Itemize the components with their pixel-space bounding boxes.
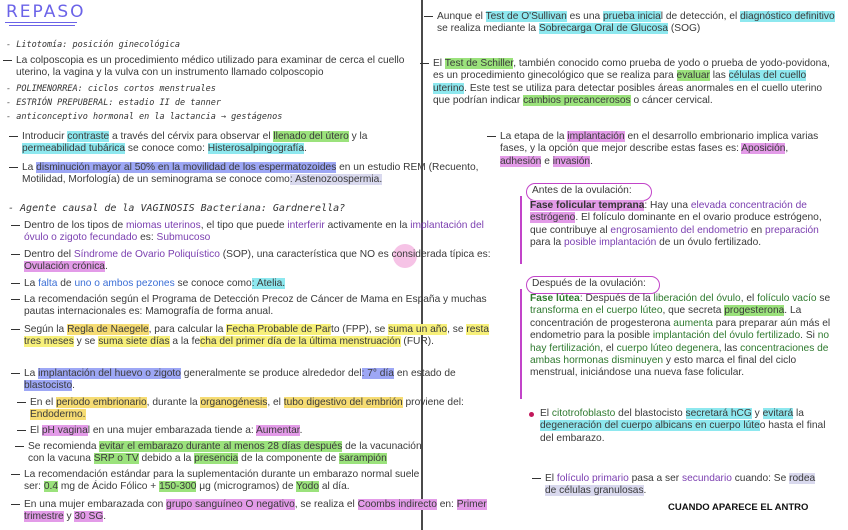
note-atelia: La falta de uno o ambos pezones se conoce como: Atelia. bbox=[24, 278, 424, 290]
highlight: rodea de células granulosas bbox=[545, 473, 816, 497]
highlight: implantación del huevo o zigoto bbox=[38, 368, 181, 379]
bullet-dash bbox=[487, 136, 496, 137]
bullet-dash bbox=[11, 329, 20, 330]
note-miomas: Dentro de los tipos de miomas uterinos, el tipo que puede interferir activamente en la implantación del óvulo o zigoto fecundado es: Submucoso bbox=[24, 220, 499, 245]
note-astenozoospermia: La disminución mayor al 50% en la movilidad de los espermatozoides en un estudio REM (Recuento, Motilidad, Morfología) de un seminograma se conoce como: Astenozoospermia. bbox=[22, 162, 492, 187]
highlight: cambios precancerosos bbox=[523, 95, 631, 107]
highlight: suma siete días bbox=[98, 336, 170, 348]
highlight: tubo digestivo del embrión bbox=[283, 397, 403, 408]
highlight: Fecha Probable de Par bbox=[226, 324, 331, 335]
bullet-dash bbox=[532, 478, 541, 479]
title-underline bbox=[5, 22, 77, 23]
highlight: Ovulación crónica bbox=[24, 261, 105, 273]
highlight: periodo embrionario bbox=[56, 397, 147, 408]
highlight: Coombs indirecto bbox=[357, 499, 437, 510]
highlight: evaluar bbox=[676, 70, 710, 82]
highlight: resta tres meses bbox=[24, 324, 489, 348]
bullet-dash bbox=[11, 225, 20, 226]
highlight: presencia bbox=[194, 453, 239, 465]
note-histerosalpingografia: Introducir contraste a través del cérvix para observar el llenado del útero y la permeabilidad tubárica se conoce como: Histerosalpingografía. bbox=[22, 131, 417, 156]
highlight: Yodo bbox=[296, 481, 319, 493]
highlight: organogénesis bbox=[200, 397, 268, 408]
note-antro: CUANDO APARECE EL ANTRO bbox=[668, 502, 809, 513]
highlight: estrógeno bbox=[530, 212, 576, 224]
title-underline-2 bbox=[9, 25, 75, 26]
bullet-dash bbox=[11, 373, 20, 374]
highlight: contraste bbox=[67, 131, 110, 142]
note-endodermo: En el periodo embrionario, durante la organogénesis, el tubo digestivo del embrión proviene del: Endodermo. bbox=[30, 397, 500, 422]
highlight: 0.4 bbox=[43, 481, 58, 493]
highlight: Endodermo. bbox=[30, 409, 86, 421]
highlight: Sobrecarga Oral de Glucosa bbox=[538, 23, 669, 35]
highlight: llenado del útero bbox=[273, 131, 349, 142]
note-acido-folico: La recomendación estándar para la suplementación durante un embarazo normal suele ser: 0.4 mg de Ácido Fólico + 150-300 μg (microgramos) de Yodo al día. bbox=[24, 469, 424, 494]
highlight: Aposición bbox=[741, 143, 786, 155]
highlight: Histerosalpingografía bbox=[207, 143, 305, 155]
highlight: Test de Schiller bbox=[444, 58, 514, 69]
handwritten-note-litotomia: - Litotomía: posición ginecológica bbox=[6, 40, 180, 50]
label-antes-ovulacion: Antes de la ovulación: bbox=[532, 185, 632, 196]
highlight: células del cuello uterino bbox=[433, 70, 807, 94]
note-fase-folicular: Fase folicular temprana: Hay una elevada concentración de estrógeno. El folículo dominante en el ovario produce estrógeno, que contribuye al engrosamiento del endometrio en preparación para la posible implantación de un óvulo fertilizado. bbox=[530, 200, 822, 249]
note-schiller: El Test de Schiller, también conocido como prueba de yodo o prueba de yodo-povidona, es un procedimiento ginecológico que se realiza para evaluar las células del cuello uterino. Este test se utiliza para detectar posibles áreas anormales en el cuello uterino que podrían indicar cambios precancerosos o cáncer cervical. bbox=[433, 58, 838, 108]
highlight: invasión bbox=[552, 155, 591, 167]
bullet-dash bbox=[3, 60, 12, 61]
highlight: permeabilidad tubárica bbox=[22, 143, 126, 155]
bullet-dash bbox=[420, 63, 429, 64]
highlight: implantación bbox=[567, 131, 625, 142]
bullet-dash bbox=[9, 167, 18, 168]
highlight: degeneración del cuerpo albicans en cuerpo lúte bbox=[540, 420, 760, 432]
highlight: evitar el embarazo durante al menos 28 días después bbox=[99, 441, 343, 452]
highlight: disminución mayor al 50% en la movilidad de los espermatozoides bbox=[36, 162, 337, 173]
handwritten-note-polimenorrea: - POLIMENORREA: ciclos cortos menstruales bbox=[6, 84, 216, 94]
bullet-dash bbox=[11, 254, 20, 255]
highlight: Aumentar bbox=[255, 425, 300, 436]
highlight: evitará bbox=[762, 408, 794, 419]
highlight: Primer trimestre bbox=[24, 499, 487, 523]
bullet-dash bbox=[424, 16, 433, 17]
note-fase-lutea: Fase lútea: Después de la liberación del óvulo, el folículo vacío se transforma en el cuerpo lúteo, que secreta progesterona. La concentración de progesterona aumenta para preparar aún más el endometrio para la posible implantación del óvulo fertilizado. Si no hay fertilización, el cuerpo lúteo degenera, las concentraciones de ambas hormonas disminuyen y esto marca el final del ciclo menstrual, iniciándose una nueva fase folicular. bbox=[530, 293, 831, 379]
highlight: sarampión bbox=[339, 453, 387, 465]
note-vacuna-srp: Se recomienda evitar el embarazo durante al menos 28 días después de la vacunación con la vacuna SRP o TV debido a la presencia de la componente de sarampión bbox=[28, 441, 430, 466]
highlight: prueba inicia bbox=[603, 11, 661, 22]
highlight: 30 SG bbox=[74, 511, 104, 523]
highlight: blastocisto bbox=[24, 380, 73, 392]
bullet-dash bbox=[9, 136, 18, 137]
bracket-line bbox=[520, 196, 522, 264]
highlight: cha del primer día de la última menstruación bbox=[200, 336, 401, 348]
bullet-dash bbox=[11, 474, 20, 475]
highlight: : Astenozoospermia. bbox=[289, 174, 383, 186]
handwritten-note-vaginosis: - Agente causal de la VAGINOSIS Bacteriana: Gardnerella? bbox=[8, 203, 346, 214]
note-coombs: En una mujer embarazada con grupo sanguíneo O negativo, se realiza el Coombs indirecto en: Primer trimestre y 30 SG. bbox=[24, 499, 504, 524]
highlight: : 7° día bbox=[361, 368, 394, 379]
highlight: pH vagina bbox=[41, 425, 88, 436]
bullet-dash bbox=[15, 446, 24, 447]
bullet-dash bbox=[11, 299, 20, 300]
note-text: La colposcopia es un procedimiento médico utilizado para examinar de cerca el cuello uterino, la vagina y la vulva con un instrumento llamado colposcopio bbox=[16, 55, 405, 79]
bullet-dot bbox=[529, 412, 534, 417]
highlight: adhesión bbox=[500, 155, 542, 167]
highlight: Fase folicular temprana bbox=[530, 200, 645, 211]
bullet-dash bbox=[11, 283, 20, 284]
highlight: SRP o TV bbox=[93, 453, 139, 465]
highlight: 150-300 bbox=[159, 481, 197, 493]
page-title: REPASO bbox=[6, 2, 86, 22]
note-naegele: Según la Regla de Naegele, para calcular la Fecha Probable de Parto (FPP), se suma un año, se resta tres meses y se suma siete días a la fecha del primer día de la última menstruación (FUR). bbox=[24, 324, 502, 349]
bullet-dash bbox=[17, 402, 26, 403]
note-foliculo-secundario: El folículo primario pasa a ser secundario cuando: Se rodea de células granulosas. bbox=[545, 473, 825, 498]
highlight: secretará hCG bbox=[685, 408, 752, 419]
note-ph-vaginal: El pH vaginal en una mujer embarazada tiende a: Aumentar. bbox=[30, 425, 430, 437]
note-implantacion-blastocisto: La implantación del huevo o zigoto generalmente se produce alrededor del: 7° día en estado de blastocisto. bbox=[24, 368, 484, 393]
handwritten-note-anticonceptivo: - anticonceptivo hormonal en la lactancia → gestágenos bbox=[6, 112, 283, 122]
bracket-line bbox=[520, 289, 522, 399]
note-citotrofoblasto: El citotrofoblasto del blastocisto secretará hCG y evitará la degeneración del cuerpo albicans en cuerpo lúteo hasta el final del embarazo. bbox=[540, 408, 835, 445]
label-despues-ovulacion: Después de la ovulación: bbox=[532, 278, 646, 289]
handwritten-note-estrion: - ESTRIÓN PREPUBERAL: estadio II de tanner bbox=[6, 98, 221, 108]
note-colposcopia bbox=[16, 55, 416, 80]
highlight: progesterona bbox=[724, 305, 785, 317]
highlight: : Atelia. bbox=[251, 278, 286, 289]
note-osullivan: Aunque el Test de O'Sullivan es una prueba inicial de detección, el diagnóstico definitivo se realiza mediante la Sobrecarga Oral de Glucosa (SOG) bbox=[437, 11, 837, 36]
highlight: Test de O'Sullivan bbox=[485, 11, 567, 22]
highlight: diagnóstico definitivo bbox=[740, 11, 835, 22]
note-sop: Dentro del Síndrome de Ovario Poliquístico (SOP), una característica que NO es considerada típica es: Ovulación crónica. bbox=[24, 249, 494, 274]
bullet-dash bbox=[11, 504, 20, 505]
highlight: Regla de Naegele bbox=[67, 324, 149, 335]
note-mamografia: La recomendación según el Programa de Detección Precoz de Cáncer de Mama en España y muchas pautas internacionales es: Mamografía de forma anual. bbox=[24, 294, 489, 319]
highlight: grupo sanguíneo O negativo bbox=[166, 499, 295, 510]
highlight: suma un año bbox=[388, 324, 448, 335]
bullet-dash bbox=[17, 430, 26, 431]
note-fases-implantacion: La etapa de la implantación en el desarrollo embrionario implica varias fases, y la opción que mejor describe estas fases es: Aposición, adhesión e invasión. bbox=[500, 131, 830, 168]
